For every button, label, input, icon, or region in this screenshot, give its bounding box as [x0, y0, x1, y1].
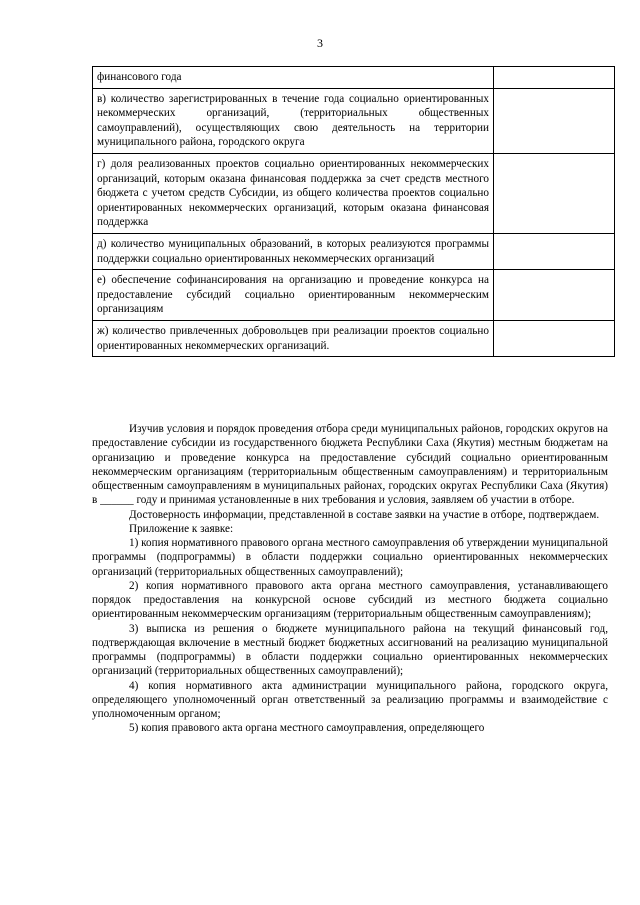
indicator-text: финансового года — [93, 67, 494, 89]
indicator-value-cell — [494, 233, 615, 269]
table-row — [93, 88, 615, 153]
paragraph-attachment-5: 5) копия правового акта органа местного самоуправления, определяющего — [129, 722, 485, 735]
table-row — [93, 270, 615, 321]
application-body — [92, 422, 608, 736]
paragraph-confirmation: Достоверность информации, представленной в составе заявки на участие в отборе, подтверждаем. — [129, 508, 600, 521]
paragraph-attachment-3: 3) выписка из решения о бюджете муниципального района на текущий финансовый год, подтверждающая включение в местный бюджет бюджетных ассигнований на реализацию муниципальной программы (подпрограммы) в области поддержки социально ориентированных некоммерческих организаций (территориальных общественных самоуправлений); — [92, 622, 608, 678]
page-number: 3 — [317, 36, 323, 50]
paragraph-attachment-2: 2) копия нормативного правового акта органа местного самоуправления, устанавливающего порядок предоставления на конкурсной основе субсидий из местного бюджета социально ориентированным некоммерческим организациям (территориальным общественным самоуправлениям); — [92, 579, 608, 621]
indicator-value-cell — [494, 153, 615, 233]
paragraph-attachment-1: 1) копия нормативного правового органа местного самоуправления об утверждении муниципальной программы (подпрограммы) в области поддержки социально ориентированных некоммерческих организаций (территориальных общественных самоуправлений); — [92, 537, 608, 578]
indicator-value-cell — [494, 67, 615, 89]
table-row — [93, 233, 615, 269]
indicator-text: в) количество зарегистрированных в течение года социально ориентированных некоммерческих организаций, (территориальных общественных самоуправлений), осуществляющих свою деятельность на территории муниципального района, городского округа — [93, 88, 494, 153]
paragraph-participation-statement: Изучив условия и порядок проведения отбора среди муниципальных районов, городских округов на предоставление субсидии из государственного бюджета Республики Саха (Якутия) местным бюджетам на организацию и проведение конкурса на предоставление субсидий социально ориентированным некоммерческим организациям (территориальным общественным самоуправлениям) и территориальным общественным самоуправлениям в муниципальных районах, городских округах Республики Саха (Якутия) в ______ году и принимая установленные в них требования и условия, заявляем об участии в отборе. — [92, 423, 608, 507]
indicator-value-cell — [494, 88, 615, 153]
paragraph-attachments-heading: Приложение к заявке: — [129, 522, 234, 535]
table-row — [93, 67, 615, 89]
indicator-text: е) обеспечение софинансирования на организацию и проведение конкурса на предоставление субсидий социально ориентированным некоммерческим организациям — [93, 270, 494, 321]
table-row — [93, 153, 615, 233]
indicators-table — [92, 66, 615, 357]
table-row — [93, 320, 615, 356]
indicator-text: г) доля реализованных проектов социально ориентированных некоммерческих организаций, которым оказана финансовая поддержка за счет средств местного бюджета с учетом средств Субсидии, из общего количества проектов социально ориентированных некоммерческих организаций, которым оказана финансовая поддержка — [93, 153, 494, 233]
indicator-text: д) количество муниципальных образований, в которых реализуются программы поддержки социально ориентированных некоммерческих организаций — [93, 233, 494, 269]
indicator-value-cell — [494, 270, 615, 321]
paragraph-attachment-4: 4) копия нормативного акта администрации муниципального района, городского округа, определяющего уполномоченный орган ответственный за реализацию программы и взаимодействие с уполномоченным органом; — [92, 679, 608, 720]
indicator-value-cell — [494, 320, 615, 356]
indicator-text: ж) количество привлеченных добровольцев при реализации проектов социально ориентированных некоммерческих организаций. — [93, 320, 494, 356]
